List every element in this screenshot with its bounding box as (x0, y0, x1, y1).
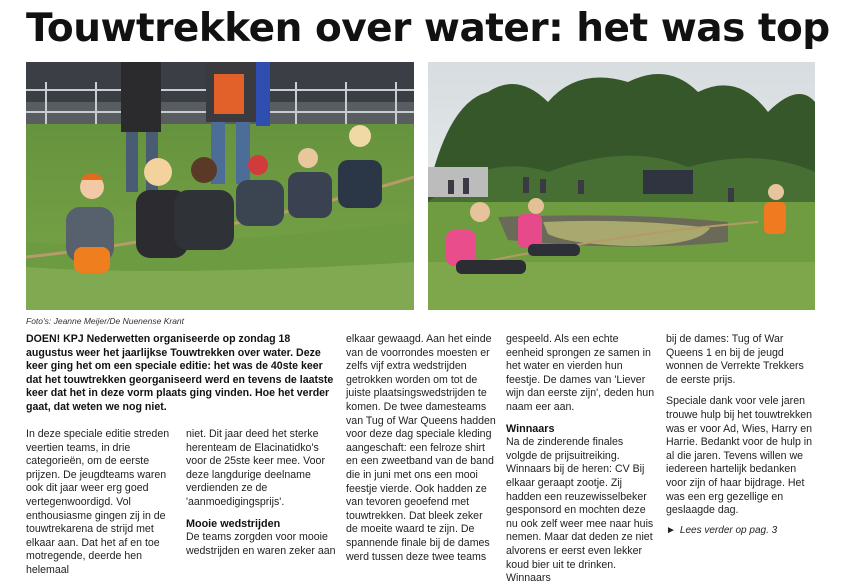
lead-text: KPJ Nederwetten organiseerde op zondag 18 augustus weer het jaarlijkse Touwtrekken over water. Deze keer ging het om een speciale editie: het was de 40ste keer dat het touwtrekken georganiseerd werd en tevens de laatste keer dat het in deze vorm plaats ging vinden. Hoe het verder gaat, dat weten we nog niet. (26, 333, 334, 413)
play-arrow-icon: ► (666, 524, 676, 536)
photo-ladies-image (428, 62, 815, 310)
article-column-5 (666, 333, 816, 537)
subheading-mooie-wedstrijden: Mooie wedstrijden (186, 517, 281, 530)
photo-children-tug-of-war (26, 62, 414, 310)
article-column-2 (186, 428, 336, 558)
article-headline: Touwtrekken over water: het was top (26, 6, 830, 51)
photo-children-image (26, 62, 414, 310)
continued-reference[interactable] (666, 524, 816, 538)
column-1-text: In deze speciale editie streden veertien teams, in drie categorieën, om de eerste prijzen. De jeugdteams waren ook dit jaar weer erg goed vertegenwoordigd. Vol enthousiasme gingen zij in de touwtrekarena de strijd met elkaar aan. Dat het af en toe motregende, deerde hen helemaal (26, 428, 170, 576)
column-2-text: niet. Dit jaar deed het sterke herenteam de Elacinatidko's voor de 25ste keer mee. Voor deze langdurige deelname verdienden ze de 'aanmoedigingsprijs'. (186, 428, 325, 508)
photo-credit: Foto's: Jeanne Meijer/De Nuenense Krant (26, 316, 185, 326)
column-2-text-continued: De teams zorgden voor mooie wedstrijden en waren zeker aan (186, 531, 336, 557)
article-column-4 (506, 333, 656, 586)
lead-prefix: DOEN! (26, 333, 61, 345)
column-5-thanks: Speciale dank voor vele jaren trouwe hulp bij het touwtrekken was er voor Ad, Wies, Harry en Harrie. Bedankt voor de hulp in al die jaren. Tevens willen we iedereen hartelijk bedanken voor zijn of haar bijdrage. Het was een erg gezellige en geslaagde dag. (666, 395, 813, 517)
article-column-3 (346, 333, 496, 564)
subheading-winnaars: Winnaars (506, 422, 555, 435)
lead-paragraph (26, 333, 338, 415)
photo-ladies-tug-of-war-over-water (428, 62, 815, 310)
article-column-1 (26, 428, 176, 578)
column-4-text: gespeeld. Als een echte eenheid sprongen ze samen in het water en vierden hun feestje. De dames van 'Liever wijn dan eerste zijn', deden hun naam eer aan. (506, 333, 655, 413)
continued-text: Lees verder op pag. 3 (679, 524, 778, 536)
column-5-text: bij de dames: Tug of War Queens 1 en bij de jeugd wonnen de Verrekte Trekkers de eerste prijs. (666, 333, 804, 386)
column-3-text: elkaar gewaagd. Aan het einde van de voorrondes moesten er zelfs vijf extra wedstrijden getrokken worden om tot de juiste plaatsingswedstrijden te komen. De twee damesteams van Tug of War Queens hadden voor deze dag speciale kleding aangeschaft: een felroze shirt en een zweetband van de band die in juni met ons een mooi feestje vierde. Ook hadden ze van tevoren geoefend met touwtrekken. Dat bleek zeker de moeite waard te zijn. De spannende finale bij de dames werd tussen deze twee teams (346, 333, 496, 563)
column-4-text-continued: Na de zinderende finales volgde de prijsuitreiking. Winnaars bij de heren: CV Bij elkaar geraapt zootje. Zij hadden een reuzewisselbeker gesponsord en mochten deze nu ook zelf weer mee naar huis nemen. Maar dat deden ze niet alvorens er eerst even lekker koud bier uit te drinken. Winnaars (506, 436, 654, 585)
